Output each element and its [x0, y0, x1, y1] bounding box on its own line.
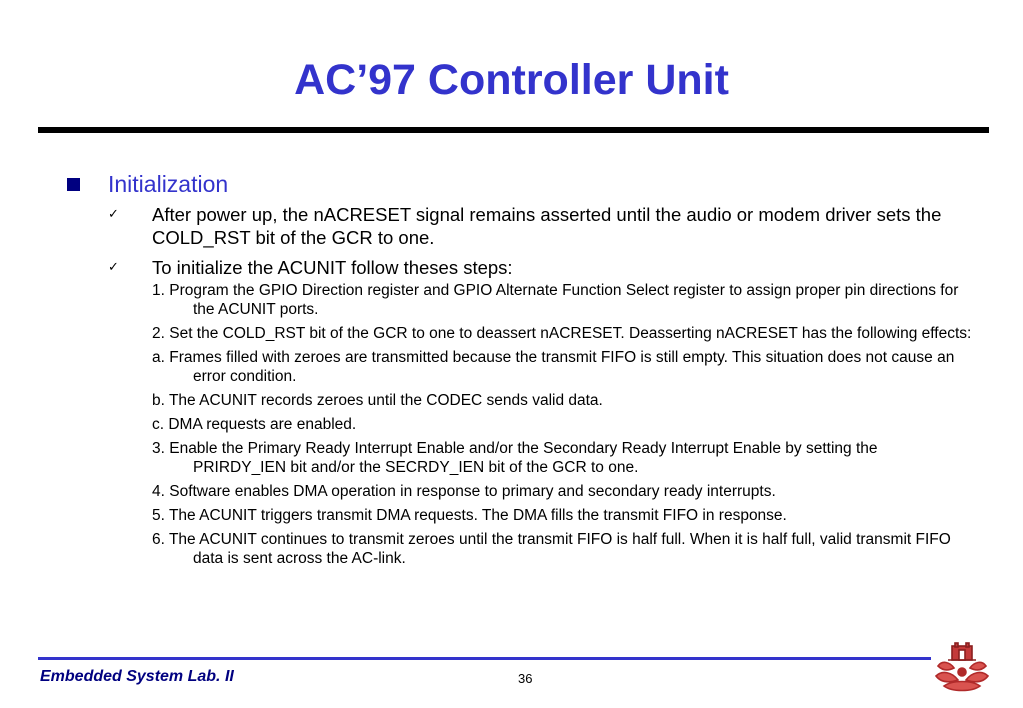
page-number: 36 [518, 671, 533, 686]
step-item: 5. The ACUNIT triggers transmit DMA requests. The DMA fills the transmit FIFO in response. [152, 507, 787, 524]
section-heading: Initialization [108, 171, 229, 197]
step-item: a. Frames filled with zeroes are transmitted because the transmit FIFO is still empty. This situation does not cause an error condition. [152, 349, 955, 385]
checkmark-icon: ✓ [108, 207, 119, 222]
square-bullet-icon [67, 178, 80, 191]
university-crest-logo-icon [932, 640, 992, 695]
step-item: 6. The ACUNIT continues to transmit zeroes until the transmit FIFO is half full. When it is half full, valid transmit FIFO data is sent across the AC-link. [152, 531, 951, 567]
footer-lab-name: Embedded System Lab. II [40, 668, 234, 685]
title-divider [38, 127, 989, 133]
step-item: 4. Software enables DMA operation in response to primary and secondary ready interrupts. [152, 483, 776, 500]
sub-point-text: After power up, the nACRESET signal remains asserted until the audio or modem driver sets the COLD_RST bit of the GCR to one. [152, 204, 942, 248]
sub-point [108, 203, 948, 249]
checkmark-icon: ✓ [108, 260, 119, 275]
step-item: 2. Set the COLD_RST bit of the GCR to one to deassert nACRESET. Deasserting nACRESET has the following effects: [152, 325, 972, 342]
heading-bullet-item [67, 171, 228, 197]
sub-point-text: To initialize the ACUNIT follow theses steps: [152, 257, 513, 278]
step-item: b. The ACUNIT records zeroes until the CODEC sends valid data. [152, 392, 603, 409]
step-item: 3. Enable the Primary Ready Interrupt Enable and/or the Secondary Ready Interrupt Enable by setting the PRIRDY_IEN bit and/or the SECRDY_IEN bit of the GCR to one. [152, 440, 878, 476]
steps-list [152, 281, 972, 573]
slide-title: AC’97 Controller Unit [294, 56, 729, 104]
step-item: c. DMA requests are enabled. [152, 416, 357, 433]
step-item: 1. Program the GPIO Direction register and GPIO Alternate Function Select register to assign proper pin directions for the ACUNIT ports. [152, 282, 959, 318]
footer-divider [38, 657, 931, 660]
sub-point [108, 256, 948, 279]
